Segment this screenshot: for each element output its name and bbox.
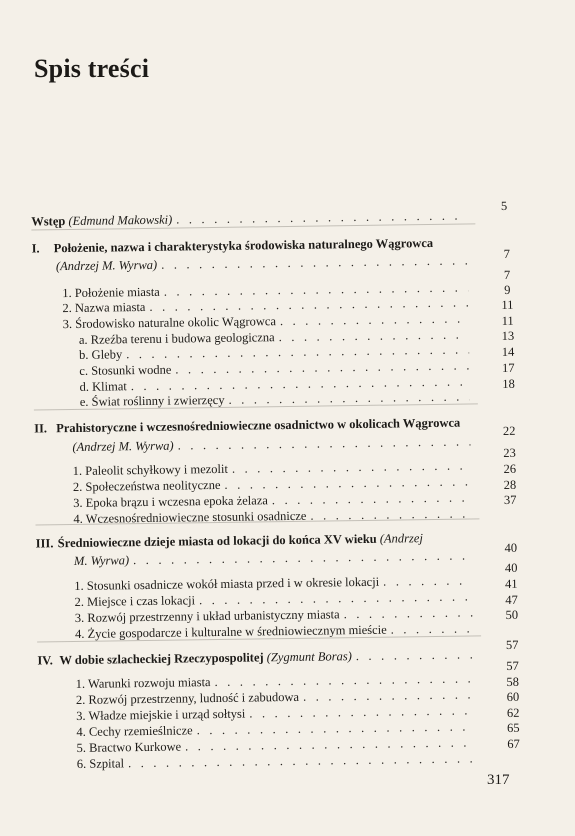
toc-subentry: 4. Cechy rzemieślnicze . . . xyxy=(76,719,478,740)
intro-page: 5 xyxy=(500,198,508,213)
toc-subentry: 1. Stosunki osadnicze wokół miasta przed i w okresie lokacji . . . xyxy=(74,573,476,594)
chapter-3-author-start: (Andrzej xyxy=(379,531,423,546)
subentry-page: 50 xyxy=(505,607,519,622)
subentry-page: 11 xyxy=(501,297,514,313)
page-title: Spis treści xyxy=(34,54,150,83)
dot-leader xyxy=(161,253,468,272)
subentry-page: 47 xyxy=(505,592,518,607)
toc-subentry: 3. Środowisko naturalne okolic Wągrowca . . . xyxy=(63,311,473,332)
toc-subentry: 3. Rozwój przestrzenny i układ urbanistyczny miasta . . . xyxy=(75,605,477,626)
chapter-1-number: I. xyxy=(31,241,40,256)
toc-subentry: 4. Wczesnośredniowieczne stosunki osadnicze . . . xyxy=(73,506,475,527)
toc-subentry: b. Gleby . . . xyxy=(79,342,473,362)
chapter-4-author: (Zygmunt Boras) xyxy=(266,649,352,665)
chapter-2-title: Prahistoryczne i wczesnośredniowieczne osadnictwo w okolicach Wągrowca xyxy=(56,415,461,436)
subentry-page: 58 xyxy=(506,674,520,689)
chapter-4-title: W dobie szlacheckiej Rzeczypospolitej xyxy=(59,650,264,668)
subentry-page: 26 xyxy=(503,461,517,476)
toc-subentry: 3. Epoka brązu i wczesna epoka żelaza . . . xyxy=(73,490,475,511)
chapter-1-author-row xyxy=(56,253,472,274)
chapter-3-author-row xyxy=(74,548,476,569)
intro-author: (Edmund Makowski) xyxy=(68,212,173,229)
chapter-4-number: IV. xyxy=(37,653,53,668)
subentry-page: 37 xyxy=(503,492,517,507)
toc-subentry: 3. Władze miejskie i urząd sołtysi . . . xyxy=(76,703,478,724)
chapter-3-page: 40 xyxy=(504,540,518,555)
chapter-3-title: Średniowieczne dzieje miasta od lokacji do końca XV wieku xyxy=(57,531,377,551)
chapter-2-number: II. xyxy=(34,421,48,436)
subentry-page: 65 xyxy=(507,720,520,735)
toc-subentry: 1. Warunki rozwoju miasta . . . xyxy=(76,671,478,692)
chapter-2-author-row xyxy=(72,434,474,455)
toc-subentry: 2. Społeczeństwa neolityczne . . . xyxy=(73,474,475,495)
chapter-4-heading-row xyxy=(37,647,477,668)
subentry-page: 23 xyxy=(503,445,516,460)
subentry-page: 18 xyxy=(502,376,515,391)
subentry-page: 7 xyxy=(503,267,511,282)
subentry-page: 40 xyxy=(504,560,518,575)
subentry-page: 57 xyxy=(506,658,519,673)
toc-subentry: 2. Rozwój przestrzenny, ludność i zabudowa . . . xyxy=(76,687,478,708)
subentry-page: 9 xyxy=(504,282,511,297)
subentry-page: 41 xyxy=(505,576,518,591)
subentry-page: 17 xyxy=(502,360,515,375)
chapter-2-author: (Andrzej M. Wyrwa) xyxy=(72,438,174,455)
subentry-page: 67 xyxy=(507,736,520,751)
page-number: 317 xyxy=(487,772,510,788)
subentry-page: 60 xyxy=(506,689,520,704)
chapter-3-heading xyxy=(36,531,423,551)
chapter-4-page: 57 xyxy=(505,637,519,652)
chapter-1-page: 7 xyxy=(503,246,510,261)
subentry-page: 13 xyxy=(501,328,515,344)
dot-leader xyxy=(133,548,472,568)
subentry-page: 28 xyxy=(503,477,517,492)
toc-subentry: 2. Miejsce i czas lokacji . . . xyxy=(74,589,476,610)
toc-subentry: c. Stosunki wodne . . . xyxy=(79,358,473,378)
dot-leader xyxy=(178,434,471,453)
toc-subentry: 5. Bractwo Kurkowe . . . xyxy=(77,735,479,756)
chapter-2-heading xyxy=(34,416,460,437)
subentry-page: 14 xyxy=(501,344,515,359)
toc-subentry: 4. Życie gospodarcze i kulturalne w średniowiecznym mieście . . . xyxy=(75,621,477,642)
toc-subentry: a. Rzeźba terenu i budowa geologiczna . . . xyxy=(79,327,473,347)
subentry-page: 11 xyxy=(501,313,514,328)
chapter-3-author-end: M. Wyrwa) xyxy=(73,553,130,568)
chapter-1-author: (Andrzej M. Wyrwa) xyxy=(55,257,158,274)
toc-subentry: 1. Położenie miasta . . . xyxy=(62,280,472,301)
toc-subentry: 6. Szpital . . . xyxy=(77,751,479,772)
chapter-3-number: III. xyxy=(35,536,54,551)
chapter-1-title: Położenie, nazwa i charakterystyka środowiska naturalnego Wągrowca xyxy=(53,235,434,256)
subentry-page: 62 xyxy=(506,705,520,720)
chapter-1-heading xyxy=(32,236,434,257)
toc-subentry: 1. Paleolit schyłkowy i mezolit . . . xyxy=(73,458,475,479)
dot-leader xyxy=(356,647,474,664)
toc-subentry: 2. Nazwa miasta . . . xyxy=(62,295,472,316)
chapter-2-page: 22 xyxy=(502,423,516,438)
toc-subentry: e. Świat roślinny i zwierzęcy . . . xyxy=(80,389,474,409)
intro-label: Wstęp xyxy=(31,214,66,229)
toc-subentry: d. Klimat . . . xyxy=(79,374,473,394)
